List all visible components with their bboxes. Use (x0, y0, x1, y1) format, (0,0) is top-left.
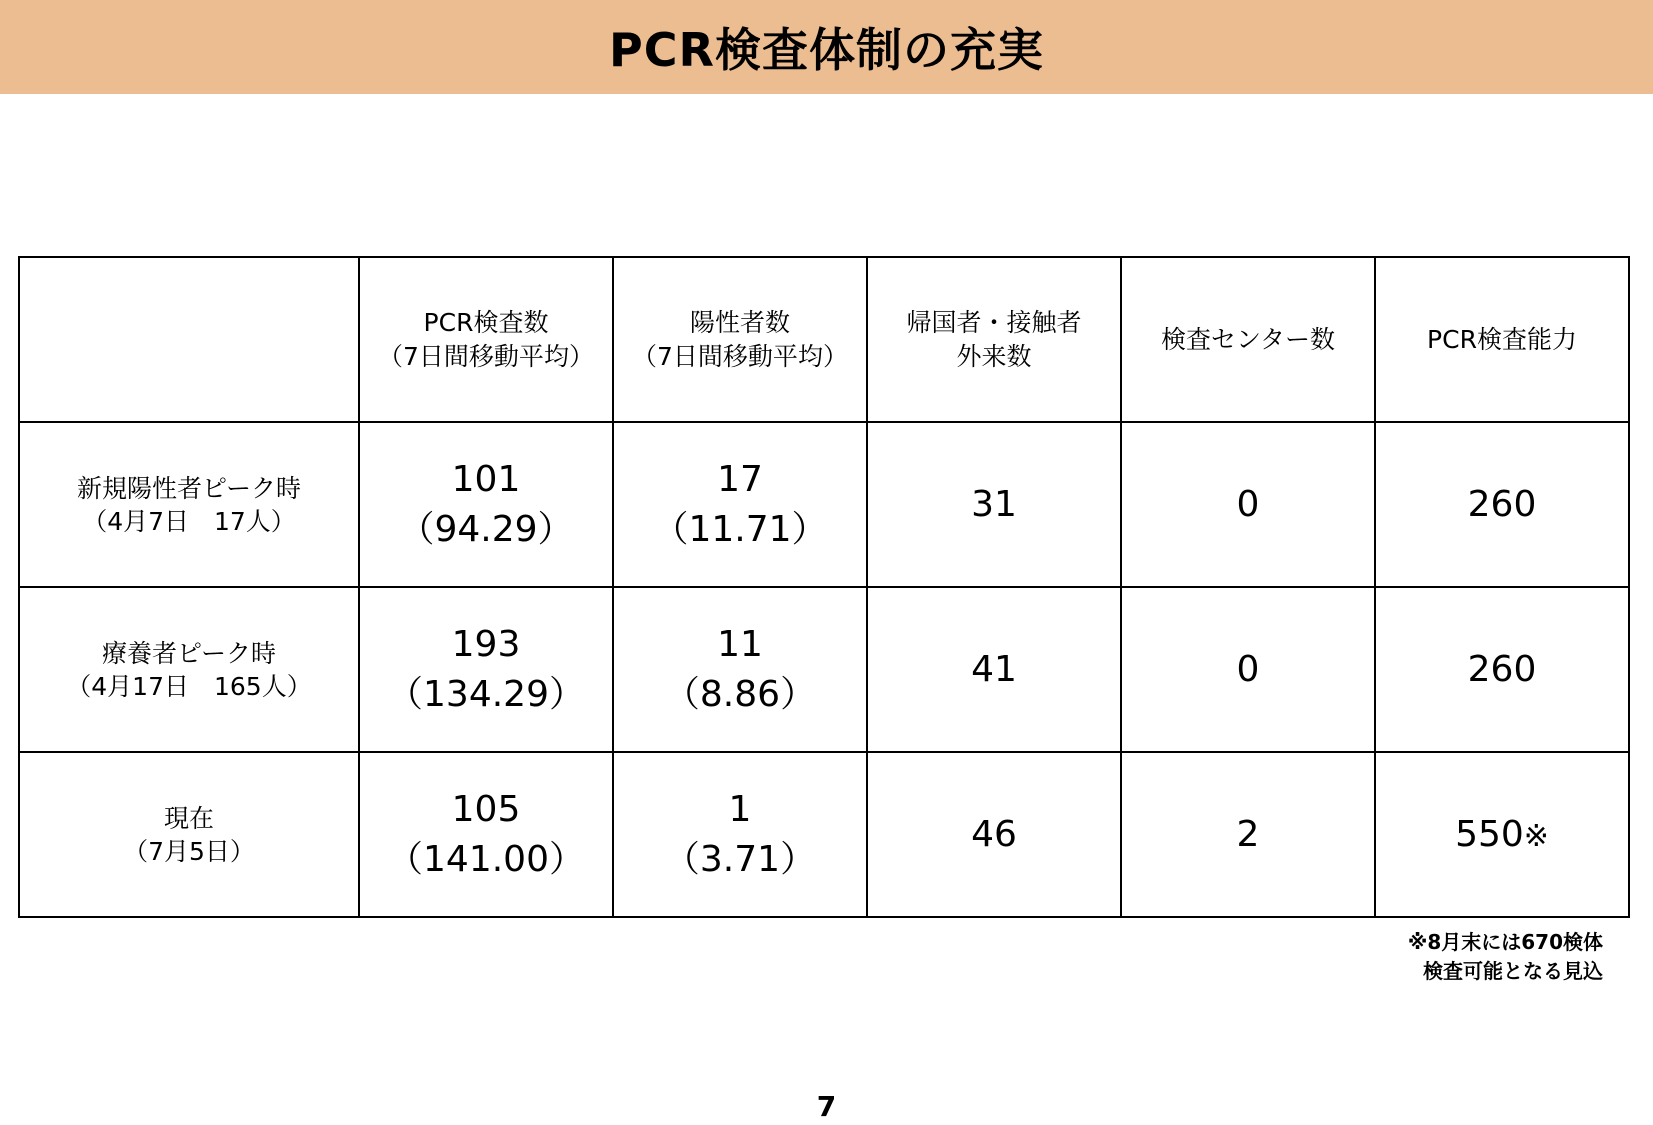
header-cell-pcr-capacity (1375, 257, 1629, 422)
header-cell-outpatient (867, 257, 1121, 422)
header-sublabel: （7日間移動平均） (632, 341, 848, 371)
pcr-capacity-value: 260 (1467, 484, 1537, 525)
positives-value: 17 (717, 458, 763, 500)
positives-cell (613, 587, 867, 752)
row-label-date: （4月17日 165人） (66, 671, 312, 701)
outpatient-cell (867, 587, 1121, 752)
pcr-tests-value: 193 (451, 623, 521, 665)
positives-value: 11 (717, 623, 763, 665)
pcr-tests-cell (359, 752, 613, 917)
test-centers-value: 0 (1236, 484, 1260, 525)
test-centers-value: 2 (1236, 814, 1260, 855)
pcr-capacity-cell (1375, 752, 1629, 917)
outpatient-value: 31 (971, 484, 1017, 525)
footnote (1408, 928, 1603, 986)
header-cell-positives (613, 257, 867, 422)
pcr-tests-cell (359, 587, 613, 752)
test-centers-cell (1121, 752, 1375, 917)
test-centers-cell (1121, 422, 1375, 587)
row-label: 新規陽性者ピーク時 (76, 473, 301, 503)
table-row (19, 422, 1629, 587)
header-label: 陽性者数 (689, 307, 790, 337)
header-label: PCR検査数 (423, 307, 549, 337)
title-bar (0, 0, 1653, 94)
row-label-cell (19, 752, 359, 917)
pcr-capacity-cell (1375, 587, 1629, 752)
outpatient-value: 46 (971, 814, 1017, 855)
test-centers-cell (1121, 587, 1375, 752)
header-sublabel: （7日間移動平均） (378, 341, 594, 371)
pcr-testing-table (18, 256, 1630, 918)
test-centers-value: 0 (1236, 649, 1260, 690)
table-row (19, 752, 1629, 917)
row-label-date: （4月7日 17人） (82, 506, 296, 536)
pcr-capacity-value: 260 (1467, 649, 1537, 690)
outpatient-cell (867, 422, 1121, 587)
page-title: PCR検査体制の充実 (609, 23, 1044, 77)
outpatient-value: 41 (971, 649, 1017, 690)
header-sublabel: 外来数 (956, 341, 1032, 371)
positives-cell (613, 422, 867, 587)
pcr-tests-average: （94.29） (398, 508, 574, 550)
footnote-line: ※8月末には670検体 (1407, 930, 1603, 954)
header-label: 帰国者・接触者 (906, 307, 1082, 337)
table-header-row (19, 257, 1629, 422)
pcr-capacity-cell (1375, 422, 1629, 587)
positives-average: （8.86） (663, 673, 817, 715)
footnote-line: 検査可能となる見込 (1423, 959, 1603, 983)
pcr-capacity-note: ※ (1523, 819, 1549, 854)
positives-cell (613, 752, 867, 917)
outpatient-cell (867, 752, 1121, 917)
pcr-tests-average: （134.29） (387, 673, 585, 715)
header-label: PCR検査能力 (1427, 324, 1577, 354)
row-label-cell (19, 587, 359, 752)
positives-average: （3.71） (663, 838, 817, 880)
row-label: 現在 (163, 803, 214, 833)
pcr-tests-value: 105 (451, 788, 521, 830)
page-number: 7 (816, 1090, 837, 1123)
header-cell-pcr-tests (359, 257, 613, 422)
header-label: 検査センター数 (1160, 324, 1335, 354)
positives-average: （11.71） (652, 508, 828, 550)
header-cell-test-centers (1121, 257, 1375, 422)
row-label-date: （7月5日） (123, 836, 255, 866)
positives-value: 1 (728, 788, 752, 830)
pcr-tests-value: 101 (451, 458, 521, 500)
pcr-tests-average: （141.00） (387, 838, 585, 880)
row-label: 療養者ピーク時 (101, 638, 276, 668)
pcr-tests-cell (359, 422, 613, 587)
table-row (19, 587, 1629, 752)
row-label-cell (19, 422, 359, 587)
pcr-capacity-value: 550 (1455, 814, 1524, 855)
header-cell-empty (19, 257, 359, 422)
